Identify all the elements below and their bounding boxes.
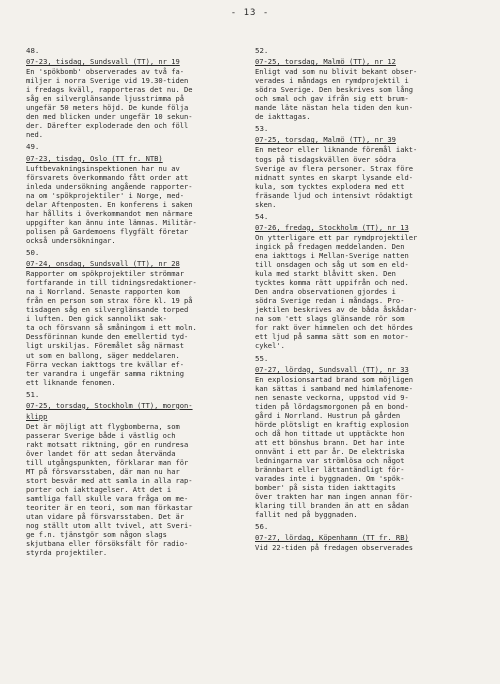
body-text-line: Sverige av flera personer. Strax före	[255, 163, 414, 173]
body-text-line: Luftbevakningsinspektionen har nu av	[26, 163, 180, 173]
body-text-line: En meteor eller liknande föremål iakt-	[255, 145, 418, 155]
body-text-line: kula med starkt blåvitt sken. Den	[255, 269, 396, 279]
body-text-line: till utgångspunkten, förklarar man för	[26, 458, 189, 468]
news-item	[26, 390, 238, 558]
body-text-line: klaring till branden än att en sådan	[255, 501, 409, 511]
body-text-line: porter och iakttagelser. Att det i	[26, 485, 172, 495]
item-heading: 07-23, tisdag, Sundsvall (TT), nr 19	[26, 57, 180, 67]
item-heading: 07-25, torsdag, Malmö (TT), nr 12	[255, 57, 396, 67]
item-heading: 07-26, fredag, Stockholm (TT), nr 13	[255, 222, 409, 232]
body-text-line: ge f.n. tjänstgör som någon slags	[26, 530, 167, 540]
body-text-line: att ett bönshus brann. Det har inte	[255, 437, 405, 447]
body-text-line: Förra veckan iakttogs tre kvällar ef-	[26, 359, 185, 369]
body-text-line: nen senaste veckorna, uppstod vid 9-	[255, 392, 409, 402]
item-heading-continued: klipp	[26, 411, 48, 421]
body-text-line: miljer i norra Sverige vid 19.30-tiden	[26, 76, 189, 86]
body-text-line: skjutbana eller försöksfält för radio-	[26, 539, 189, 549]
item-heading: 07-24, onsdag, Sundsvall (TT), nr 28	[26, 259, 180, 269]
body-text-line: fallit ned på byggnaden.	[255, 510, 358, 520]
body-text-line: i luften. Den gick sannolikt sak-	[26, 314, 167, 324]
body-text-line: On ytterligare ett par rymdprojektiler	[255, 232, 418, 242]
body-text-line: onnvänt i ett par år. De elektriska	[255, 446, 405, 456]
body-text-line: stort besvär med att samla in alla rap-	[26, 476, 193, 486]
body-text-line: kula, som tycktes explodera med ett	[255, 181, 405, 191]
body-text-line: fortfarande in till tidningsredaktioner-	[26, 278, 197, 288]
item-heading: 07-25, torsdag, Malmö (TT), nr 39	[255, 135, 396, 145]
news-item	[255, 212, 467, 351]
body-text-line: MT på försvarsstaben, där man nu har	[26, 467, 180, 477]
item-number: 52.	[255, 46, 269, 55]
body-text-line: ned.	[26, 130, 44, 140]
body-text-line: polisen på Gardemoens flygfält företar	[26, 226, 189, 236]
body-text-line: södra Sverige redan i måndags. Pro-	[255, 296, 405, 306]
body-text-line: En 'spökbomb' observerades av två fa-	[26, 67, 185, 77]
body-text-line: ingick på fredagen meddelanden. Den	[255, 241, 405, 251]
body-text-line: midnatt syntes en skarpt lysande eld-	[255, 172, 414, 182]
body-text-line: passerar Sverige både i västlig och	[26, 430, 176, 440]
body-text-line: har hållits i överkommandot men närmare	[26, 208, 193, 218]
item-number: 51.	[26, 389, 40, 399]
body-text-line: delar Aftenposten. En konferens i saken	[26, 199, 193, 209]
body-text-line: Enligt vad som nu blivit bekant obser-	[255, 67, 418, 77]
body-text-line: verades i måndags en rymdprojektil i	[255, 76, 409, 86]
body-text-line: inleda undersökning angående rapporter-	[26, 181, 193, 191]
body-text-line: for rakt över himmelen och det hördes	[255, 323, 414, 333]
body-text-line: och då hon tittade ut upptäckte hon	[255, 428, 405, 438]
news-item	[26, 46, 238, 139]
body-text-line: En explosionsartad brand som möjligen	[255, 374, 414, 384]
body-text-line: cykel'.	[255, 341, 285, 351]
body-text-line: brännbart eller lättantändligt för-	[255, 465, 405, 475]
item-number: 53.	[255, 124, 269, 134]
news-item	[26, 142, 238, 245]
body-text-line: bomber' på sista tiden iakttagits	[255, 483, 396, 493]
news-item	[255, 354, 467, 520]
body-text-line: styrda projektiler.	[26, 548, 108, 558]
news-item	[255, 522, 467, 552]
body-text-line: nog ställt utom allt tvivel, att Sveri-	[26, 521, 193, 531]
left-column	[26, 44, 238, 561]
body-text-line: jektilen beskrives av de båda åskådar-	[255, 305, 418, 315]
body-text-line: till onsdagen och såg ut som en eld-	[255, 260, 409, 270]
item-heading: 07-27, lördag, Sundsvall (TT), nr 33	[255, 364, 409, 374]
body-text-line: över trakten har man ingen annan för-	[255, 492, 414, 502]
body-text-line: ta och försvann så småningom i ett moln.	[26, 323, 197, 333]
body-text-line: togs på tisdagskvällen över södra	[255, 154, 396, 164]
body-text-line: hörde plötsligt en kraftig explosion	[255, 419, 409, 429]
item-heading: 07-27, lördag, Köpenhamn (TT fr. RB)	[255, 533, 409, 543]
body-text-line: ungefär 50 meters höjd. De kunde följa	[26, 103, 189, 113]
body-text-line: teoriter är en teori, som man förkastar	[26, 503, 193, 513]
item-number: 48.	[26, 46, 40, 55]
body-text-line: den med blicken under ungefär 10 sekun-	[26, 112, 193, 122]
body-text-line: na i Norrland. Senaste rapporten kom	[26, 287, 180, 297]
body-text-line: ett ljud på samma sätt som en motor-	[255, 332, 409, 342]
item-number: 55.	[255, 353, 269, 363]
body-text-line: de iakttagas.	[255, 112, 311, 122]
body-text-line: varades inte i byggnaden. Om 'spök-	[255, 474, 405, 484]
body-text-line: uppgifter kan ännu inte lämnas. Militär-	[26, 217, 197, 227]
body-text-line: Dessförinnan kunde den emellertid tyd-	[26, 332, 189, 342]
item-number: 54.	[255, 211, 269, 221]
body-text-line: Rapporter om spökprojektiler strömmar	[26, 269, 185, 279]
item-heading: 07-25, torsdag, Stockholm (TT), morgon-	[26, 400, 193, 410]
body-text-line: södra Sverige. Den beskrives som lång	[255, 85, 414, 95]
item-heading: 07-23, tisdag, Oslo (TT fr. NTB)	[26, 153, 163, 163]
body-text-line: ligt urskiljas. Föremålet såg närmast	[26, 341, 185, 351]
right-column	[255, 44, 467, 555]
body-text-line: försvarets överkommando fått order att	[26, 172, 189, 182]
body-text-line: ter varandra i ungefär samma riktning	[26, 368, 185, 378]
body-text-line: såg en silverglänsande ljusstrimma på	[26, 94, 185, 104]
body-text-line: utan vidare på försvarsstaben. Det är	[26, 512, 185, 522]
body-text-line: i fredags kväll, rapporteras det nu. De	[26, 85, 193, 95]
body-text-line: och smal och gav ifrån sig ett brum-	[255, 94, 409, 104]
body-text-line: tycktes komma rätt uppifrån och ned.	[255, 278, 409, 288]
body-text-line: sken.	[255, 199, 277, 209]
news-item	[255, 46, 467, 121]
body-text-line: Det är möjligt att flygbomberna, som	[26, 421, 180, 431]
body-text-line: fräsande ljud och intensivt rödaktigt	[255, 190, 414, 200]
body-text-line: ena iakttogs i Mellan-Sverige natten	[255, 250, 409, 260]
body-text-line: ledningarna var strömlösa och något	[255, 456, 405, 466]
body-text-line: över landet för att sedan återvända	[26, 448, 176, 458]
body-text-line: gård i Norrland. Hustrun på gården	[255, 410, 401, 420]
body-text-line: na som 'ett slags glänsande rör som	[255, 314, 405, 324]
body-text-line: tisdagen såg en silverglänsande torped	[26, 305, 189, 315]
page-number: - 13 -	[230, 8, 270, 18]
item-number: 50.	[26, 247, 40, 257]
body-text-line: ut som en ballong, säger meddelaren.	[26, 350, 180, 360]
body-text-line: också undersökningar.	[26, 235, 116, 245]
news-item	[255, 124, 467, 208]
body-text-line: samtliga fall skulle vara fråga om me-	[26, 494, 189, 504]
item-number: 49.	[26, 142, 40, 152]
body-text-line: Den andra observationen gjordes i	[255, 287, 396, 297]
body-text-line: mande läte nästan hela tiden den kun-	[255, 103, 414, 113]
body-text-line: tiden på lördagsmorgonen på en bond-	[255, 401, 409, 411]
body-text-line: rakt motsatt riktning, gör en rundresa	[26, 439, 189, 449]
item-number: 56.	[255, 522, 269, 532]
body-text-line: der. Därefter exploderade den och föll	[26, 121, 189, 131]
body-text-line: na om 'spökprojektiler' i Norge, med-	[26, 190, 185, 200]
body-text-line: från en person som strax före kl. 19 på	[26, 296, 193, 306]
news-item	[26, 248, 238, 387]
body-text-line: Vid 22-tiden på fredagen observerades	[255, 543, 414, 553]
body-text-line: ett liknande fenomen.	[26, 377, 116, 387]
body-text-line: kan sättas i samband med himlafenome-	[255, 383, 414, 393]
